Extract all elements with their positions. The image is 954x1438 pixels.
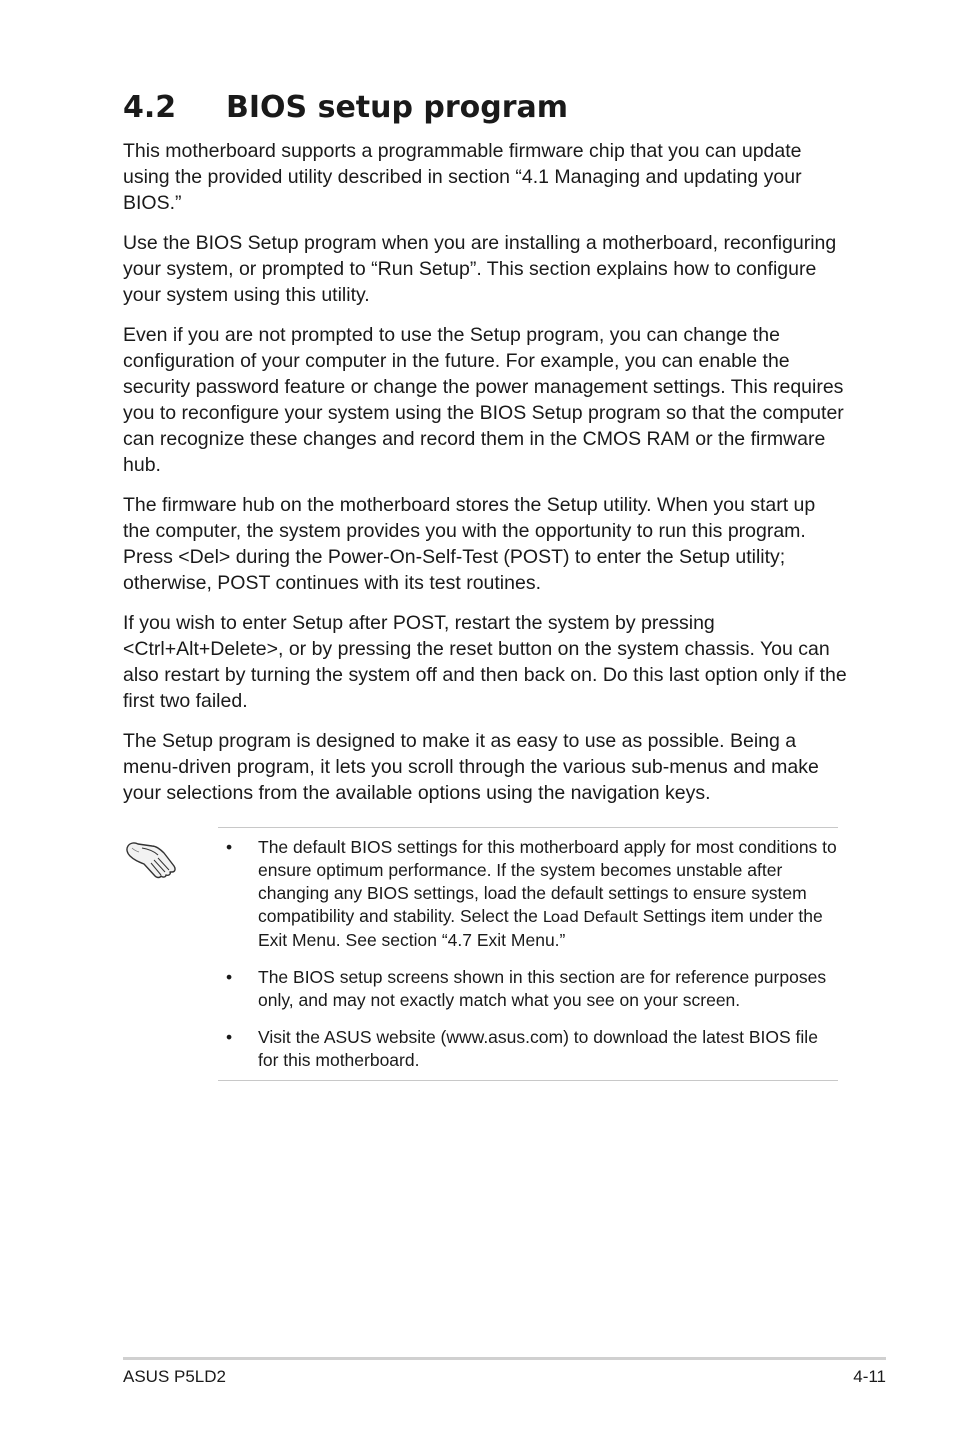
section-number: 4.2 bbox=[123, 90, 177, 125]
note-text: Visit the ASUS website (www.asus.com) to download the latest BIOS file for this motherboard. bbox=[258, 1027, 818, 1070]
pointing-hand-icon bbox=[124, 836, 180, 880]
bullet: • bbox=[226, 967, 233, 987]
bullet: • bbox=[226, 837, 233, 857]
section-title: BIOS setup program bbox=[226, 90, 569, 125]
paragraph: Even if you are not prompted to use the Setup program, you can change the configuration of your computer in the future. For example, you can enable the security password feature or change the power management settings. This requires you to reconfigure your system using the BIOS Setup program so that the computer can recognize these changes and record them in the CMOS RAM or the firmware hub. bbox=[123, 324, 844, 476]
note-item bbox=[218, 1026, 838, 1072]
paragraph: The firmware hub on the motherboard stores the Setup utility. When you start up the computer, the system provides you with the opportunity to run this program. Press <Del> during the Power-On-Self-Test (POST) to enter the Setup utility; otherwise, POST continues with its test routines. bbox=[123, 494, 816, 594]
footer-divider bbox=[123, 1357, 886, 1360]
footer-product-name: ASUS P5LD2 bbox=[123, 1367, 226, 1386]
body-text bbox=[123, 138, 847, 820]
paragraph: This motherboard supports a programmable firmware chip that you can update using the provided utility described in section “4.1 Managing and updating your BIOS.” bbox=[123, 140, 802, 214]
note-box bbox=[218, 827, 838, 1081]
page-number: 4-11 bbox=[853, 1367, 886, 1386]
note-text: Settings item under the Exit Menu. See section “4.7 Exit Menu.” bbox=[258, 906, 823, 950]
note-item bbox=[218, 836, 838, 952]
paragraph: Use the BIOS Setup program when you are installing a motherboard, reconfiguring your system, or prompted to “Run Setup”. This section explains how to configure your system using this utility. bbox=[123, 232, 837, 306]
bullet: • bbox=[226, 1027, 233, 1047]
note-emphasis: Load Default bbox=[542, 908, 638, 926]
paragraph: If you wish to enter Setup after POST, restart the system by pressing <Ctrl+Alt+Delete>, or by pressing the reset button on the system chassis. You can also restart by turning the system off and then back on. Do this last option only if the first two failed. bbox=[123, 612, 847, 712]
section-heading bbox=[123, 88, 568, 128]
note-text: The BIOS setup screens shown in this section are for reference purposes only, and may not exactly match what you see on your screen. bbox=[258, 967, 827, 1010]
paragraph: The Setup program is designed to make it as easy to use as possible. Being a menu-driven program, it lets you scroll through the various sub-menus and make your selections from the available options using the navigation keys. bbox=[123, 730, 819, 804]
note-text: The default BIOS settings for this motherboard apply for most conditions to ensure optimum performance. If the system becomes unstable after changing any BIOS settings, load the default settings to ensure system compatibility and stability. Select the bbox=[258, 837, 837, 926]
note-item bbox=[218, 966, 838, 1012]
